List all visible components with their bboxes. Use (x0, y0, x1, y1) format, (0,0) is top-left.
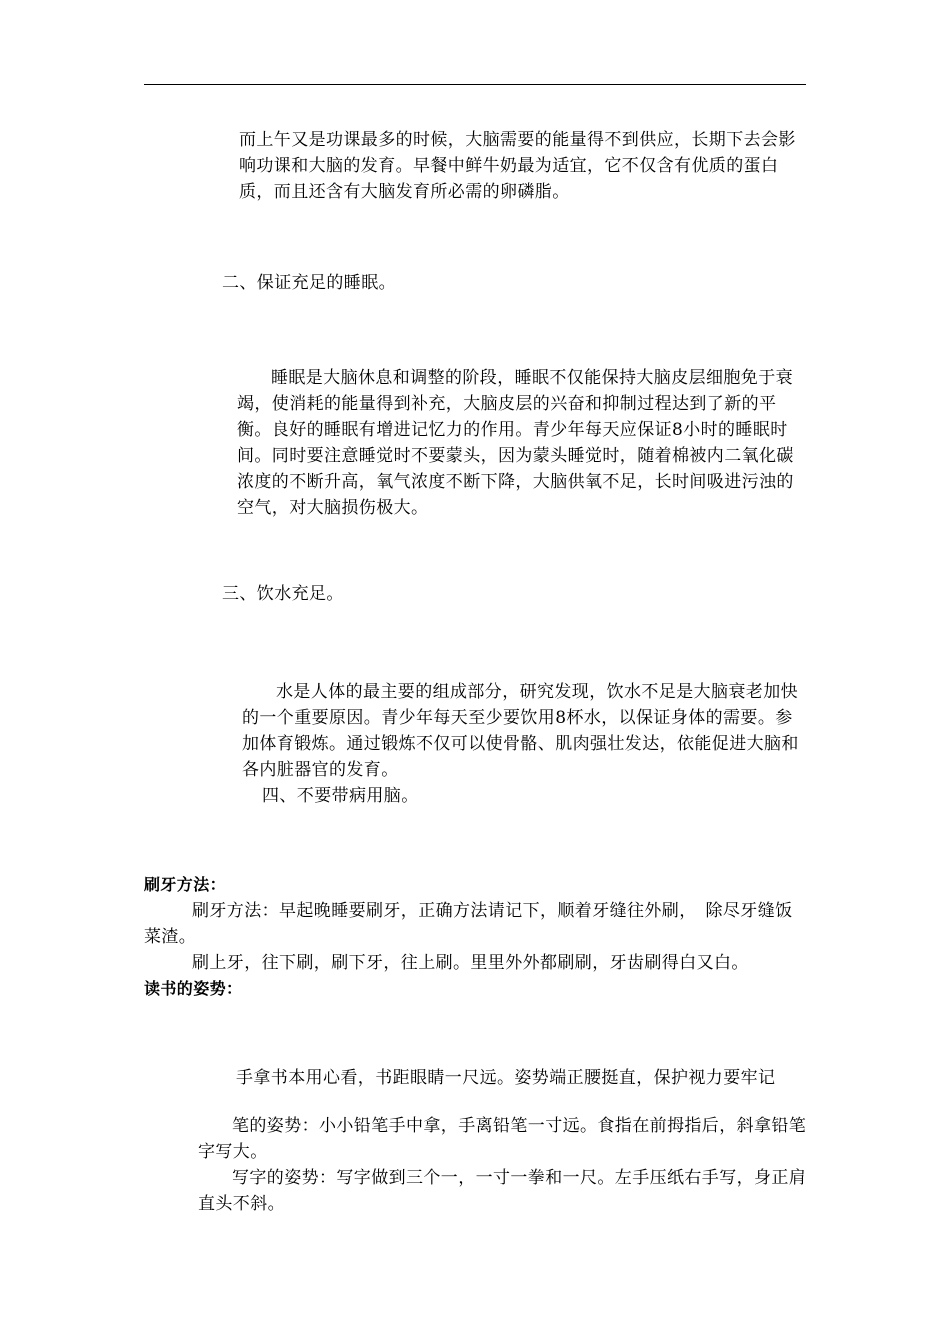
water-body (242, 679, 808, 809)
toothbrush-line-2: 刷上牙，往下刷，刷下牙，往上刷。里里外外都刷刷，牙齿刷得白又白。 (192, 953, 749, 973)
toothbrush-line-1: 刷牙方法：早起晚睡要刷牙，正确方法请记下，顺着牙缝往外刷， 除尽牙缝饭菜渣。 (144, 901, 793, 947)
water-heading (222, 581, 622, 607)
reading-line-1: 手拿书本用心看，书距眼睛一尺远。姿势端正腰挺直，保护视力要牢记 (236, 1068, 776, 1088)
breakfast-continuation (239, 127, 807, 205)
pen-posture: 笔的姿势：小小铅笔手中拿，手离铅笔一寸远。食指在前拇指后，斜拿铅笔字写大。 (198, 1116, 807, 1162)
reading-line-block (236, 1065, 811, 1091)
sleep-heading (222, 270, 622, 296)
posture-section (198, 1113, 810, 1217)
header-rule (144, 84, 806, 85)
sleep-heading-text: 二、保证充足的睡眠。 (222, 273, 396, 293)
sleep-body (237, 365, 807, 521)
brain-item-4: 四、不要带病用脑。 (262, 786, 419, 806)
reading-heading: 读书的姿势： (144, 979, 243, 998)
sleep-paragraph: 睡眠是大脑休息和调整的阶段，睡眠不仅能保持大脑皮层细胞免于衰竭，使消耗的能量得到补充，大脑皮层的兴奋和抑制过程达到了新的平衡。良好的睡眠有增进记忆力的作用。青少年每天应保证8小时的睡眠时间。同时要注意睡觉时不要蒙头，因为蒙头睡觉时，随着棉被内二氧化碳浓度的不断升高，氧气浓度不断下降，大脑供氧不足，长时间吸进污浊的空气，对大脑损伤极大。 (237, 368, 794, 518)
writing-posture: 写字的姿势：写字做到三个一，一寸一拳和一尺。左手压纸右手写，身正肩直头不斜。 (198, 1168, 807, 1214)
toothbrush-section (144, 872, 808, 1002)
water-paragraph: 水是人体的最主要的组成部分，研究发现，饮水不足是大脑衰老加快的一个重要原因。青少年每天至少要饮用8杯水，以保证身体的需要。参加体育锻炼。通过锻炼不仅可以使骨骼、肌肉强壮发达，依能促进大脑和各内脏器官的发育。 (242, 682, 799, 780)
water-heading-text: 三、饮水充足。 (222, 584, 344, 604)
toothbrush-heading: 刷牙方法： (144, 875, 227, 894)
breakfast-paragraph: 而上午又是功课最多的时候，大脑需要的能量得不到供应，长期下去会影响功课和大脑的发育。早餐中鲜牛奶最为适宜，它不仅含有优质的蛋白质，而且还含有大脑发育所必需的卵磷脂。 (239, 130, 796, 202)
